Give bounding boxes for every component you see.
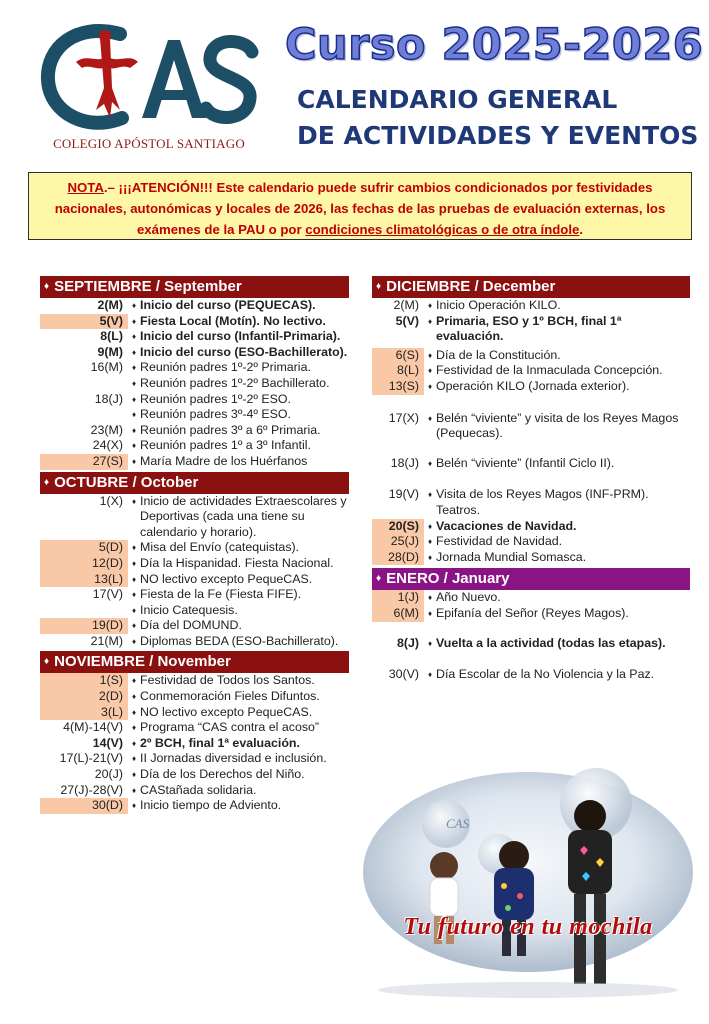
event-row — [372, 314, 690, 345]
event-date: 28(D) — [372, 550, 424, 566]
event-text: Inicio del curso (ESO-Bachillerato). — [140, 344, 348, 359]
event-row — [372, 411, 690, 442]
event-text: Inicio Catequesis. — [140, 602, 238, 617]
event-date: 18(J) — [390, 455, 419, 470]
event-date: 30(D) — [40, 798, 128, 814]
bubble-logo-text: CAS — [446, 816, 470, 831]
diamond-bullet-icon: ♦ — [427, 458, 433, 468]
event-date: 21(M) — [90, 633, 123, 648]
event-text: Operación KILO (Jornada exterior). — [436, 378, 630, 393]
month-section — [40, 651, 349, 813]
event-date: 18(J) — [94, 391, 123, 406]
event-text: Primaria, ESO y 1º BCH, final 1ª evaluación. — [436, 313, 622, 344]
diamond-bullet-icon: ♦ — [44, 281, 50, 292]
event-row — [40, 572, 349, 588]
event-date: 5(D) — [40, 540, 128, 556]
event-text: Inicio de actividades Extraescolares y Deportivas (cada una tiene su calendario y horario). — [140, 493, 347, 539]
notice-text: .– ¡¡¡ATENCIÓN!!! Este calendario puede sufrir cambios condicionados por festividades nacionales, autonómicas y locales de 2026, las fechas de las pruebas de evaluación externas, los exámenes de la PAU o por — [54, 180, 666, 237]
month-section — [372, 276, 690, 565]
diamond-bullet-icon: ♦ — [427, 537, 433, 547]
event-text: Diplomas BEDA (ESO-Bachillerato). — [140, 633, 339, 648]
event-row — [40, 407, 349, 423]
diamond-bullet-icon: ♦ — [131, 543, 137, 553]
event-row — [372, 519, 690, 535]
slogan: Tu futuro en tu mochila — [403, 914, 653, 940]
diamond-bullet-icon: ♦ — [427, 670, 433, 680]
event-row — [40, 314, 349, 330]
month-header — [40, 276, 349, 298]
event-row — [372, 456, 690, 472]
event-text: Epifanía del Señor (Reyes Magos). — [436, 605, 629, 620]
notice-text-end: . — [579, 222, 584, 237]
event-text: Reunión padres 1º-2º Bachillerato. — [140, 375, 330, 390]
event-text: Día del DOMUND. — [140, 618, 242, 633]
event-row — [40, 454, 349, 470]
event-text: Fiesta Local (Motín). No lectivo. — [140, 313, 326, 328]
diamond-bullet-icon: ♦ — [427, 608, 433, 618]
diamond-bullet-icon: ♦ — [131, 363, 137, 373]
event-date: 12(D) — [40, 556, 128, 572]
school-name: COLEGIO APÓSTOL SANTIAGO — [53, 136, 245, 151]
event-text: Belén “viviente” (Infantil Ciclo II). — [436, 455, 615, 470]
event-row — [372, 348, 690, 364]
event-text: Misa del Envío (catequistas). — [140, 540, 300, 555]
diamond-bullet-icon: ♦ — [44, 476, 50, 488]
event-row — [40, 798, 349, 814]
diamond-bullet-icon: ♦ — [131, 605, 137, 615]
event-text: Jornada Mundial Somasca. — [436, 549, 587, 564]
event-row — [40, 392, 349, 408]
notice-label: NOTA — [67, 180, 104, 195]
diamond-bullet-icon: ♦ — [376, 281, 382, 292]
calendar-column-left — [40, 276, 349, 814]
event-text: Día de la Constitución. — [436, 347, 561, 362]
event-date: 17(X) — [388, 410, 419, 425]
event-text: Reunión padres 3º a 6º Primaria. — [140, 422, 321, 437]
diamond-bullet-icon: ♦ — [131, 496, 137, 506]
diamond-bullet-icon: ♦ — [131, 301, 137, 310]
event-text: Inicio tiempo de Adviento. — [140, 798, 282, 813]
event-date: 4(M)-14(V) — [63, 720, 123, 735]
diamond-bullet-icon: ♦ — [131, 785, 137, 795]
event-row — [372, 550, 690, 566]
event-date: 13(S) — [372, 379, 424, 395]
diamond-bullet-icon: ♦ — [131, 676, 137, 686]
event-row — [40, 689, 349, 705]
event-text: Inicio del curso (Infantil-Primaria). — [140, 329, 341, 344]
diamond-bullet-icon: ♦ — [131, 394, 137, 404]
event-text: Inicio Operación KILO. — [436, 298, 561, 312]
diamond-bullet-icon: ♦ — [427, 552, 433, 562]
event-date: 14(V) — [92, 735, 123, 750]
event-text: Festividad de Navidad. — [436, 534, 563, 549]
month-title: SEPTIEMBRE / September — [54, 278, 242, 295]
event-date: 24(X) — [92, 438, 123, 453]
course-title: Curso 2025-2026 — [285, 20, 704, 70]
event-text: Reunión padres 1º-2º ESO. — [140, 391, 291, 406]
diamond-bullet-icon: ♦ — [427, 316, 433, 326]
notice-underlined-text: condiciones climatológicas o de otra índole — [305, 222, 580, 237]
kids-backpack-illustration — [358, 764, 698, 1004]
diamond-bullet-icon: ♦ — [427, 366, 433, 376]
event-date: 25(J) — [372, 534, 424, 550]
event-text: Visita de los Reyes Magos (INF-PRM). Teatros. — [436, 487, 649, 517]
event-date: 2(D) — [40, 689, 128, 705]
diamond-bullet-icon: ♦ — [131, 707, 137, 717]
month-header — [372, 568, 690, 590]
event-row — [372, 379, 690, 395]
diamond-bullet-icon: ♦ — [131, 441, 137, 451]
event-row — [40, 673, 349, 689]
event-row — [372, 636, 690, 652]
diamond-bullet-icon: ♦ — [131, 316, 137, 326]
notice-box — [28, 172, 692, 240]
event-row — [372, 606, 690, 622]
event-text: NO lectivo excepto PequeCAS. — [140, 704, 313, 719]
event-text: Día Escolar de la No Violencia y la Paz. — [436, 667, 655, 682]
diamond-bullet-icon: ♦ — [131, 378, 137, 388]
diamond-bullet-icon: ♦ — [131, 590, 137, 600]
event-date: 16(M) — [90, 360, 123, 375]
event-date: 19(D) — [40, 618, 128, 634]
event-date: 2(M) — [393, 298, 419, 312]
diamond-bullet-icon: ♦ — [131, 347, 137, 357]
diamond-bullet-icon: ♦ — [131, 801, 137, 811]
event-row — [40, 705, 349, 721]
event-text: II Jornadas diversidad e inclusión. — [140, 751, 327, 766]
event-row — [372, 534, 690, 550]
event-date: 1(X) — [99, 493, 123, 508]
month-title: ENERO / January — [386, 570, 510, 588]
school-logo — [38, 18, 260, 153]
event-row — [40, 376, 349, 392]
event-date: 27(J)-28(V) — [60, 782, 123, 797]
event-text: Vuelta a la actividad (todas las etapas). — [436, 635, 666, 650]
event-date: 6(M) — [372, 606, 424, 622]
event-date: 19(V) — [388, 487, 419, 502]
event-row — [40, 751, 349, 767]
event-text: Conmemoración Fieles Difuntos. — [140, 689, 320, 704]
event-date: 1(J) — [372, 590, 424, 606]
diamond-bullet-icon: ♦ — [131, 754, 137, 764]
event-row — [372, 298, 690, 314]
diamond-bullet-icon: ♦ — [376, 573, 382, 585]
event-text: Belén “viviente” y visita de los Reyes Magos (Pequecas). — [436, 410, 679, 441]
diamond-bullet-icon: ♦ — [131, 558, 137, 568]
month-header — [40, 651, 349, 673]
event-row — [40, 540, 349, 556]
event-text: Vacaciones de Navidad. — [436, 518, 577, 533]
event-date: 6(S) — [372, 348, 424, 364]
event-date: 8(J) — [396, 635, 419, 650]
event-text: Día de los Derechos del Niño. — [140, 767, 305, 782]
event-date: 8(L) — [372, 363, 424, 379]
event-row — [40, 783, 349, 799]
event-text: CAStañada solidaria. — [140, 782, 257, 797]
event-row — [40, 423, 349, 439]
diamond-bullet-icon: ♦ — [427, 521, 433, 531]
month-title: DICIEMBRE / December — [386, 278, 556, 295]
event-text: Festividad de Todos los Santos. — [140, 673, 315, 688]
diamond-bullet-icon: ♦ — [427, 413, 433, 423]
event-date: 9(M) — [97, 344, 123, 359]
event-text: NO lectivo excepto PequeCAS. — [140, 571, 313, 586]
event-date: 17(V) — [92, 587, 123, 602]
diamond-bullet-icon: ♦ — [131, 332, 137, 342]
event-row — [40, 767, 349, 783]
month-section — [40, 472, 349, 650]
diamond-bullet-icon: ♦ — [131, 425, 137, 435]
diamond-bullet-icon: ♦ — [427, 301, 433, 310]
event-row — [40, 634, 349, 650]
event-text: María Madre de los Huérfanos — [140, 453, 308, 468]
diamond-bullet-icon: ♦ — [427, 381, 433, 391]
diamond-bullet-icon: ♦ — [427, 593, 433, 603]
event-text: Reunión padres 3º-4º ESO. — [140, 407, 291, 422]
page-title-line-1: CALENDARIO GENERAL — [297, 85, 618, 114]
event-date: 30(V) — [388, 667, 419, 682]
diamond-bullet-icon: ♦ — [131, 692, 137, 702]
diamond-bullet-icon: ♦ — [131, 723, 137, 733]
event-date: 13(L) — [40, 572, 128, 588]
month-section — [40, 276, 349, 470]
month-section — [372, 568, 690, 682]
event-text: Reunión padres 1º a 3º Infantil. — [140, 438, 311, 453]
month-header — [40, 472, 349, 494]
calendar-column-right — [372, 276, 690, 683]
event-row — [372, 590, 690, 606]
diamond-bullet-icon: ♦ — [131, 738, 137, 748]
event-date: 23(M) — [90, 422, 123, 437]
illustration-art — [358, 764, 698, 1004]
event-row — [40, 494, 349, 541]
event-row — [40, 345, 349, 361]
event-date: 20(J) — [94, 767, 123, 782]
event-text: Reunión padres 1º-2º Primaria. — [140, 360, 311, 375]
event-date: 3(L) — [40, 705, 128, 721]
event-text: Festividad de la Inmaculada Concepción. — [436, 363, 663, 378]
diamond-bullet-icon: ♦ — [427, 638, 433, 648]
event-date: 27(S) — [40, 454, 128, 470]
event-row — [40, 720, 349, 736]
page-title-line-2: DE ACTIVIDADES Y EVENTOS — [297, 121, 699, 150]
event-row — [40, 298, 349, 314]
diamond-bullet-icon: ♦ — [131, 770, 137, 780]
event-row — [372, 487, 690, 518]
event-row — [40, 736, 349, 752]
event-date: 5(V) — [395, 313, 419, 328]
month-header — [372, 276, 690, 298]
diamond-bullet-icon: ♦ — [131, 410, 137, 420]
event-row — [40, 603, 349, 619]
diamond-bullet-icon: ♦ — [427, 350, 433, 360]
event-date: 8(L) — [100, 329, 123, 344]
month-title: NOVIEMBRE / November — [54, 653, 231, 671]
event-text: Fiesta de la Fe (Fiesta FIFE). — [140, 587, 302, 602]
event-text: 2º BCH, final 1ª evaluación. — [140, 735, 300, 750]
diamond-bullet-icon: ♦ — [131, 621, 137, 631]
event-row — [40, 618, 349, 634]
month-title: OCTUBRE / October — [54, 473, 199, 491]
event-row — [40, 556, 349, 572]
event-text: Año Nuevo. — [436, 590, 501, 605]
event-date: 5(V) — [40, 314, 128, 330]
diamond-bullet-icon: ♦ — [131, 574, 137, 584]
event-row — [40, 587, 349, 603]
event-row — [40, 329, 349, 345]
diamond-bullet-icon: ♦ — [131, 456, 137, 466]
event-row — [372, 363, 690, 379]
event-date: 17(L)-21(V) — [59, 751, 123, 766]
event-row — [372, 667, 690, 683]
diamond-bullet-icon: ♦ — [131, 636, 137, 646]
event-text: Día la Hispanidad. Fiesta Nacional. — [140, 555, 334, 570]
diamond-bullet-icon: ♦ — [44, 656, 50, 668]
event-row — [40, 360, 349, 376]
diamond-bullet-icon: ♦ — [427, 490, 433, 500]
event-row — [40, 438, 349, 454]
event-date: 2(M) — [97, 298, 123, 312]
event-text: Inicio del curso (PEQUECAS). — [140, 298, 316, 312]
event-text: Programa “CAS contra el acoso” — [140, 720, 320, 735]
event-date: 20(S) — [372, 519, 424, 535]
event-date: 1(S) — [40, 673, 128, 689]
